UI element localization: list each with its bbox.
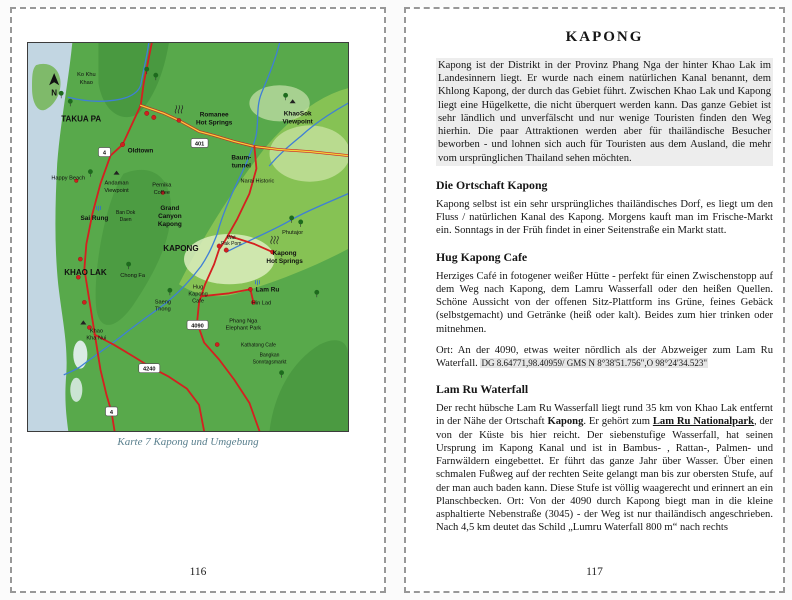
svg-text:Hot Springs: Hot Springs	[195, 119, 233, 127]
page-number-right: 117	[586, 566, 603, 578]
label-kapong-hot-springs: Kapong	[272, 250, 297, 258]
label-kapong: KAPONG	[163, 244, 199, 254]
chapter-title: KAPONG	[565, 29, 644, 45]
svg-text:4: 4	[102, 150, 107, 157]
label-happy-beach: Happy Beach	[51, 175, 86, 182]
label-pernika-coffee: Pernika	[152, 182, 172, 189]
label-takua-pa: TAKUA PA	[61, 114, 102, 124]
svg-text:4240: 4240	[142, 366, 156, 373]
svg-text:4: 4	[109, 409, 114, 416]
label-phang-nga-elephant-park: Phang Nga	[229, 318, 258, 325]
map-caption: Karte 7 Kapong und Umgebung	[117, 436, 259, 448]
right-page	[404, 7, 785, 593]
label-ban-dok-daen: Ban Dok	[115, 209, 136, 216]
label-grand-canyon-kapong: Grand	[160, 204, 180, 212]
svg-text:Canyon: Canyon	[158, 212, 182, 220]
svg-text:Khao: Khao	[79, 80, 93, 87]
svg-text:Elephant Park: Elephant Park	[225, 325, 262, 332]
location-paragraph: Ort: An der 4090, etwas weiter nördlich als der Abzweiger zum Lam Ru Waterfall. DG 8.64771,98.40959/ GMS N 8°38'51.756",O 98°24'34.523"	[436, 344, 773, 369]
label-khaosok-viewpoint: KhaoSok	[283, 110, 312, 118]
label-sai-rung: Sai Rung	[80, 214, 109, 222]
svg-text:Sonntagsmarkt: Sonntagsmarkt	[252, 359, 287, 366]
label-khao-lak: KHAO LAK	[64, 268, 107, 278]
intro-paragraph: Kapong ist der Distrikt in der Provinz Phang Nga der hinter Khao Lak im Landesinnern liegt. Er wurde nach einem natürlichen Kanal benannt, dem Khlong Kapong, der durch das Gebiet führt. Zwischen Khao Lak und Kapong liegt eine Hügelkette, die nicht überquert werden kann. Das ganze Gebiet ist sehr ländlich und unverfälscht und nur wenige Touristen finden den Weg hierhin. Die paar Attraktionen werden aber für thailändische Besucher beworben - und lohnen sich auch für Touristen aus dem Ausland, die mehr vom ursprünglichen Thailand sehen möchten.	[436, 58, 773, 166]
label-wat-pak-pom: Wat	[226, 235, 236, 242]
road-badge-401	[191, 138, 208, 147]
section-heading-lam-ru-waterfall: Lam Ru Waterfall	[436, 382, 529, 397]
svg-text:401: 401	[194, 141, 205, 148]
label-ko-khu-khao: Ko Khu	[77, 72, 96, 79]
label-bangkan-sonntagsmarkt: Bangkan	[259, 352, 280, 359]
svg-text:4090: 4090	[191, 323, 204, 330]
label-narai-historic: Narai Historic	[240, 178, 275, 185]
svg-text:Kapong: Kapong	[157, 220, 182, 228]
map-frame	[27, 42, 349, 432]
label-baumtunnel: Baum-	[231, 154, 252, 162]
svg-text:Cafe: Cafe	[192, 298, 205, 305]
label-khao-kha-nui: Khao	[89, 328, 104, 335]
road-badge-4-north	[98, 148, 110, 157]
label-lam-ru: Lam Ru	[255, 286, 280, 294]
section-paragraph: Herziges Café in fotogener weißer Hütte - perfekt für einen Zwischenstopp auf dem Weg nach Kapong, dem Lamru Wasserfall oder den heißen Quellen. Schöne Aussicht von der offenen Sitz-Plattform ins Grüne, feines Gebäck (selbstgemacht) und Getränke (heiß oder kalt). Beides zum hier trinken oder mitnehmen.	[436, 270, 773, 335]
svg-text:Viewpoint: Viewpoint	[104, 187, 129, 194]
svg-text:Hot Springs: Hot Springs	[266, 258, 303, 266]
label-saeng-thong: Saeng	[154, 299, 171, 306]
label-hin-lad: Hin Lad	[251, 300, 272, 307]
compass-n-label: N	[51, 88, 58, 98]
page-number-left: 116	[189, 566, 207, 578]
label-phutajor: Phutajor	[282, 229, 304, 236]
road-badge-4-south	[105, 407, 117, 416]
section-heading-ortschaft: Die Ortschaft Kapong	[436, 177, 548, 192]
right-page-text-column	[406, 9, 783, 561]
svg-text:Kapong: Kapong	[188, 291, 208, 298]
label-kathatong-cafe: Kathatong Cafe	[241, 342, 276, 349]
section-paragraph: Kapong selbst ist ein sehr ursprüngliches thailändisches Dorf, es liegt um den Fluss / natürlichen Kanal des Kapong. Morgens kauft man im Frische-Markt ein. Sonntags in der Früh findet in einer Seitenstraße ein Markt statt.	[436, 198, 773, 237]
label-romanee-hot-springs: Romanee	[199, 111, 229, 119]
label-oldtown: Oldtown	[127, 147, 154, 155]
road-badge-4090	[187, 320, 208, 329]
section-paragraph: Der recht hübsche Lam Ru Wasserfall liegt rund 35 km von Khao Lak entfernt in der Nähe der Ortschaft Kapong. Er gehört zum Lam Ru Nationalpark, der von der Küste bis hier reicht. Der siebenstufige Wasserfall, hat seinen Ursprung im Kapong Kanal und ist in Bambus- , Rattan-, Palmen- und Farnwäldern eingebettet. Er führt das ganze Jahr über Wasser. Über einen schmalen Fußweg auf der rechten Seite gelangt man bis zur obersten Stufe, auf der man auch baden kann. Diese Stufe ist völlig waagerecht und erinnert an ein Planschbecken. Ort: Von der 4090 durch Kapong biegt man in die kleine asphaltierte Nebenstraße (3045) - der Weg ist nur thailändisch angeschrieben. Nach 4,5 km deutet das Schild „Lumru Waterfall 800 m“ nach rechts	[436, 403, 774, 534]
svg-text:Kha Nui: Kha Nui	[86, 335, 107, 342]
label-andaman-viewpoint: Andaman	[104, 180, 129, 187]
svg-text:Daen: Daen	[119, 216, 132, 223]
kapong-map	[28, 43, 348, 431]
section-heading-hug-kapong-cafe: Hug Kapong Cafe	[436, 249, 528, 264]
road-badge-4240	[139, 364, 160, 373]
label-hug-kapong-cafe: Hug	[192, 284, 204, 291]
svg-text:Pak Pom: Pak Pom	[221, 241, 242, 248]
svg-text:tunnel: tunnel	[231, 162, 251, 170]
svg-text:Viewpoint: Viewpoint	[282, 118, 313, 126]
left-page	[10, 7, 386, 593]
svg-text:Coffee: Coffee	[153, 189, 171, 196]
label-chong-fa: Chong Fa	[120, 273, 146, 280]
svg-text:Thong: Thong	[154, 306, 171, 313]
